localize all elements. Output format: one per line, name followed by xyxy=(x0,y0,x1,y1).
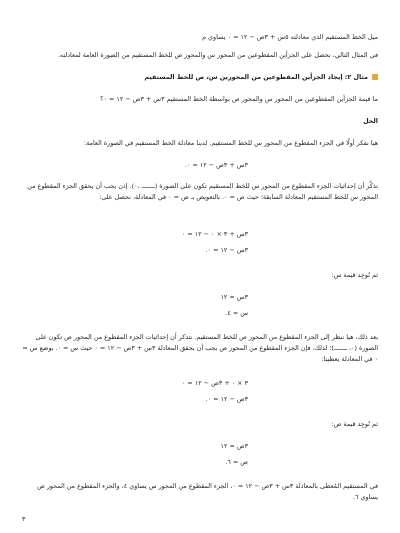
find-x-label: ثم نُوجِد قيمة س: xyxy=(331,271,378,279)
equation-2b: ٣س − ١٢ = ٠. xyxy=(205,246,248,254)
slope-line: ميل الخط المستقيم الذي معادلته ٥س + ٣ص − ١٢ = ٠ يساوي م xyxy=(202,33,378,41)
equation-3a: ٣س = ١٢ xyxy=(220,293,248,301)
find-y-label: ثم نُوجِد قيمة ص: xyxy=(331,420,378,428)
intro-line: في المثال التالي، نحصل على الجزأين المقطوعين من المحور س والمحور ص للخط المستقيم من الصورة العامة لمعادلته. xyxy=(57,51,378,59)
equation-2a: ٣س + ٣ × ٠ − ١٢ = ٠ xyxy=(181,230,248,238)
equation-4b: ٣ص − ١٢ = ٠. xyxy=(205,395,248,403)
question-text: ما قيمة الجزأين المقطوعين من المحور س والمحور ص بواسطة الخط المستقيم ٣س + ٣ص − ١٢ = ٠؟ xyxy=(100,95,378,103)
bullet-icon xyxy=(372,74,378,80)
equation-5a: ٣ص = ١٢ xyxy=(220,442,248,450)
equation-4a: ٣ × ٠ + ٣ص − ١٢ = ٠ xyxy=(181,379,248,387)
solution-intro: هيا نفكر أولًا في الجزء المقطوع من المحور س للخط المستقيم. لدينا معادلة الخط المستقيم في الصورة العامة: xyxy=(83,139,378,147)
equation-1: ٣س + ٣ص − ١٢ = ٠. xyxy=(184,161,248,169)
equation-3b: س = ٤. xyxy=(225,309,248,317)
solution-label: الحل xyxy=(363,117,378,125)
conclusion-text: في المستقيم المُعطى بالمعادلة ٣س + ٣ص − ١٢ = ٠، الجزء المقطوع من المحور س يساوي ٤، والجزء المقطوع من المحور ص يساوي ٦. xyxy=(37,482,378,501)
example-heading xyxy=(144,72,378,83)
paragraph-x-intercept: تذكَّر أن إحداثيات الجزء المقطوع من المحور س للخط المستقيم تكون على الصورة (ـــــــ ،٠). إذن يجب أن يحقق الجزء المقطوع من المحور س للخط المستقيم المعادلة السابقة؛ حيث ص = ٠. بالتعويض بـ ص = ٠ في المعادلة، نحصل على: xyxy=(27,182,378,201)
equation-5b: ص = ٦. xyxy=(225,458,248,466)
page-number: ٣ xyxy=(22,515,26,523)
paragraph-y-intercept: بعد ذلك، هيا ننظر إلى الجزء المقطوع من المحور ص للخط المستقيم. نتذكر أن إحداثيات الجزء المقطوع من المحور ص تكون على الصورة (٠، ـــــــ)؛ لذلك، فإن الجزء المقطوع من المحور ص يجب أن يحقق المعادلة ٣س + ٣ص − ١٢ = ٠ حيث س = ٠. بوضع س = ٠ في المعادلة يعطينا: xyxy=(22,333,378,363)
example-title: مثال ٢: إيجاد الجزأين المقطوعين من المحورين س، ص للخط المستقيم xyxy=(144,73,368,81)
